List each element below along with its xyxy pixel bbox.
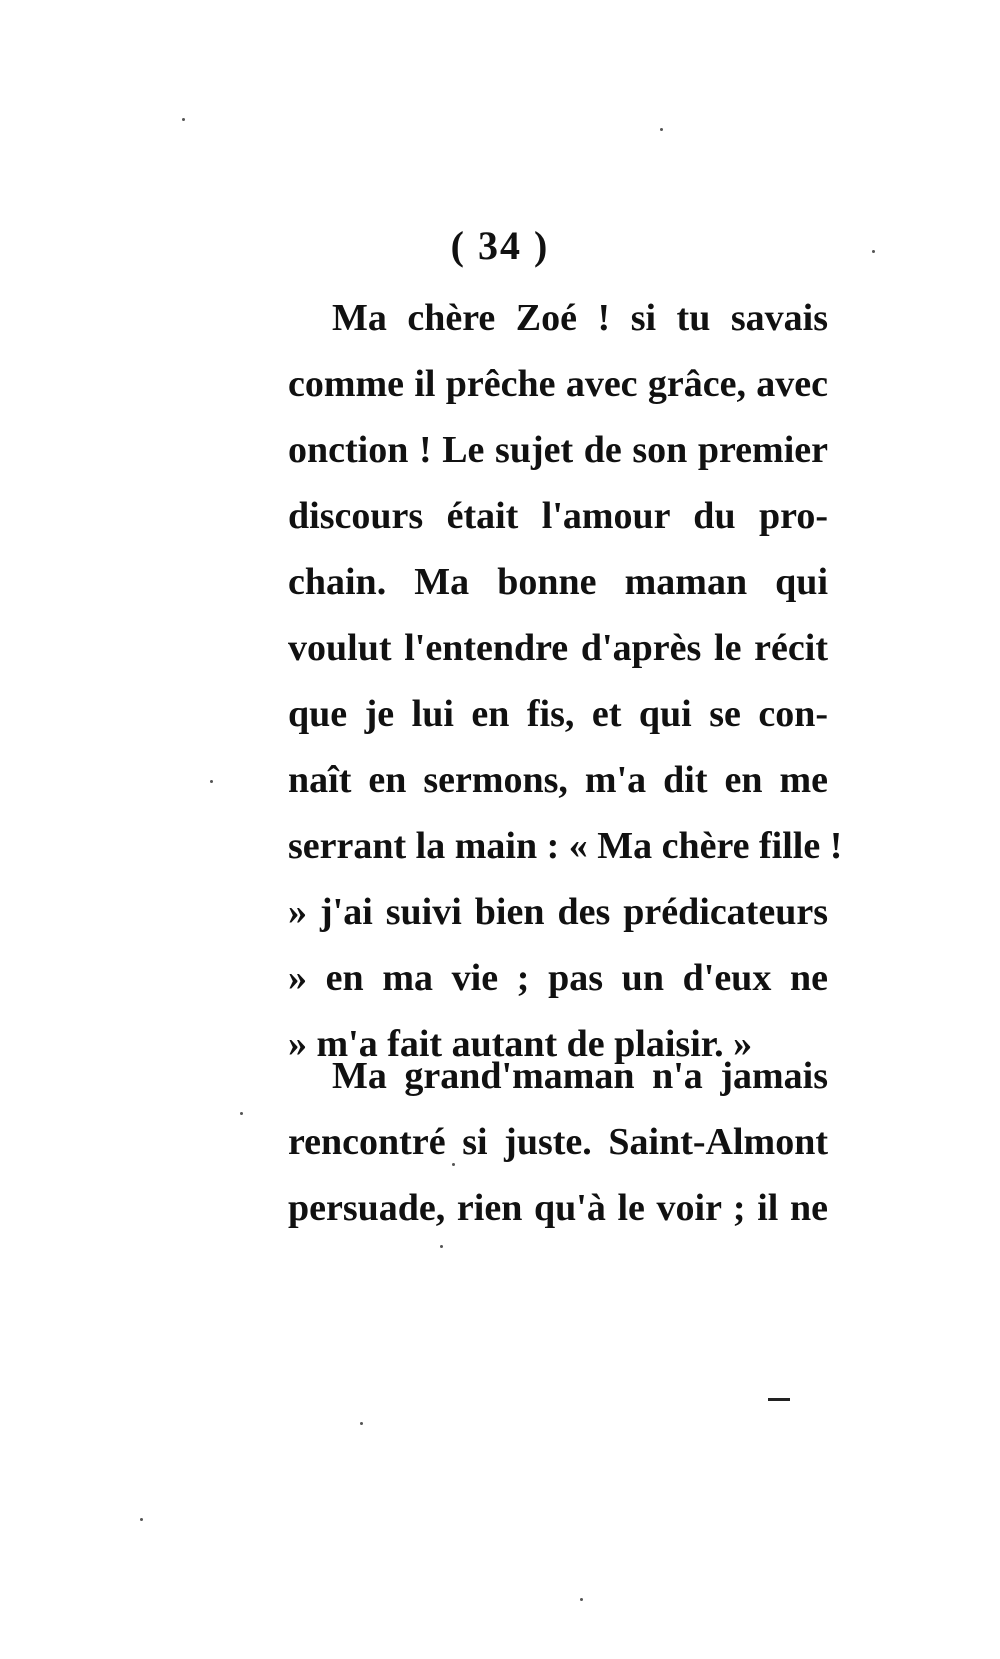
text-line: voulut l'entendre d'après le récit — [288, 627, 828, 669]
text-line: persuade, rien qu'à le voir ; il ne — [288, 1187, 828, 1229]
text-line: discours était l'amour du pro- — [288, 495, 828, 537]
text-line: comme il prêche avec grâce, avec — [288, 363, 828, 405]
scan-speck — [660, 128, 663, 131]
scan-speck — [140, 1518, 143, 1521]
text-line: que je lui en fis, et qui se con- — [288, 693, 828, 735]
text-line: rencontré si juste. Saint-Almont — [288, 1121, 828, 1163]
text-line: » en ma vie ; pas un d'eux ne — [288, 957, 828, 999]
text-line: naît en sermons, m'a dit en me — [288, 759, 828, 801]
paragraph-2 — [288, 1043, 828, 1241]
scan-speck — [240, 1112, 243, 1115]
scan-speck — [210, 780, 213, 783]
scan-speck — [182, 118, 185, 121]
text-line: Ma chère Zoé ! si tu savais — [332, 297, 828, 339]
scan-speck — [360, 1422, 363, 1425]
text-line: serrant la main : « Ma chère fille ! — [288, 825, 843, 867]
text-line: » j'ai suivi bien des prédicateurs — [288, 891, 828, 933]
scan-speck — [452, 1163, 455, 1166]
text-line: Ma grand'maman n'a jamais — [332, 1055, 828, 1097]
scan-speck — [872, 250, 875, 253]
page-dash-mark — [768, 1398, 790, 1401]
page-number: ( 34 ) — [450, 223, 550, 268]
text-line: chain. Ma bonne maman qui — [288, 561, 828, 603]
text-line: onction ! Le sujet de son premier — [288, 429, 828, 471]
scan-speck — [580, 1598, 583, 1601]
text-line: » m'a fait autant de plaisir. » — [288, 1023, 753, 1065]
paragraph-1 — [288, 285, 843, 1077]
scan-speck — [440, 1245, 443, 1248]
